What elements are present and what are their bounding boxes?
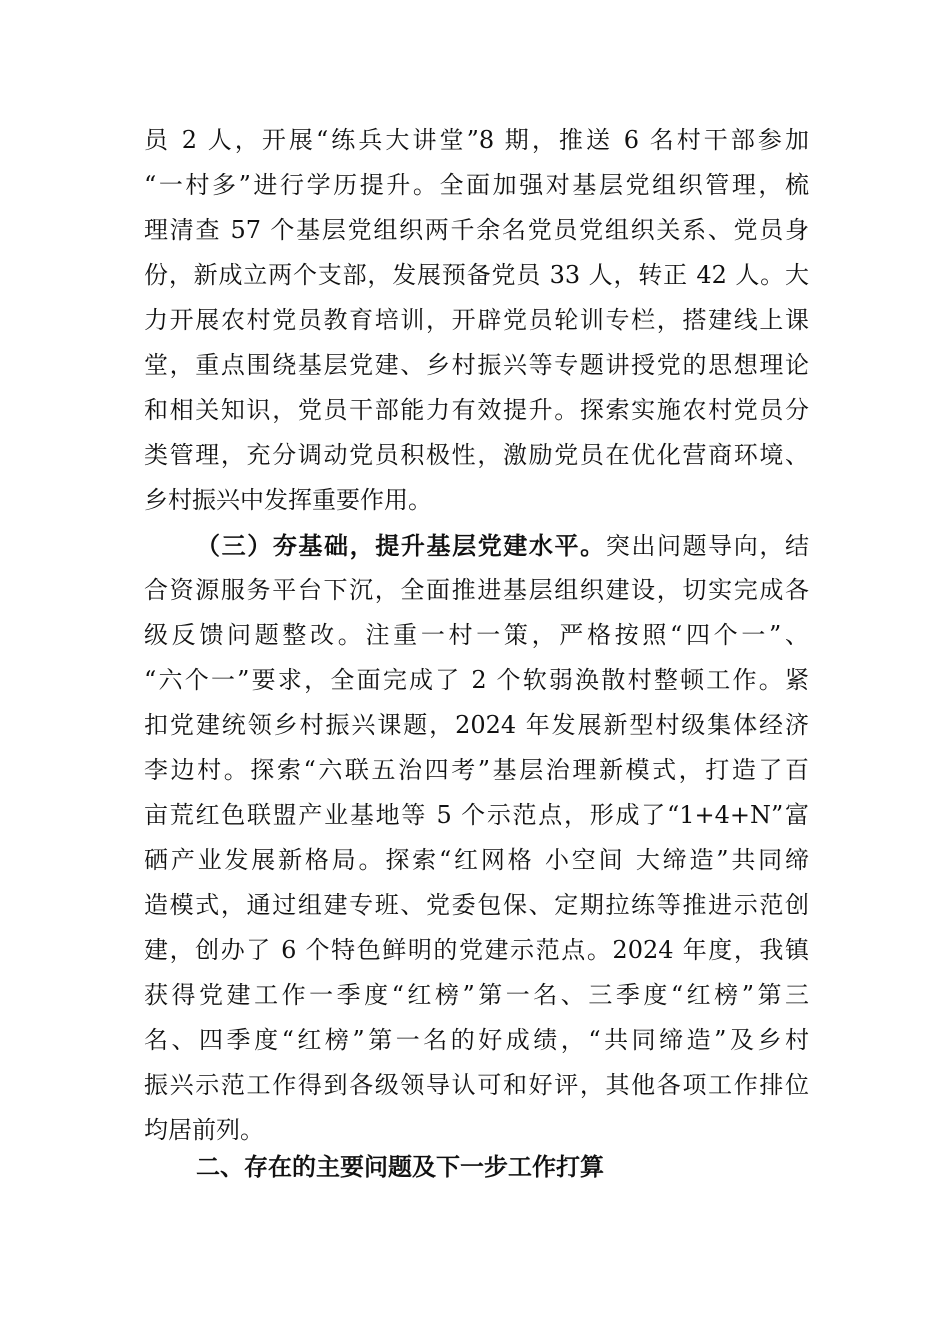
lead-text: 突出问题导向，结 — [605, 532, 810, 560]
subsection-title: （三）夯基础，提升基层党建水平。 — [196, 531, 606, 560]
text-line: 均居前列。 — [144, 1116, 264, 1144]
text-line: 振兴示范工作得到各级领导认可和好评，其他各项工作排位 — [144, 1071, 809, 1099]
text-line: 力开展农村党员教育培训，开辟党员轮训专栏，搭建线上课 — [144, 306, 809, 334]
section-heading: 二、存在的主要问题及下一步工作打算 — [196, 1153, 604, 1181]
text-line: 硒产业发展新格局。探索“红网格 小空间 大缔造”共同缔 — [144, 846, 809, 874]
text-line: 级反馈问题整改。注重一村一策，严格按照“四个一”、 — [144, 621, 809, 649]
text-line: 和相关知识，党员干部能力有效提升。探索实施农村党员分 — [144, 396, 809, 424]
text-line: 获得党建工作一季度“红榜”第一名、三季度“红榜”第三 — [144, 981, 809, 1009]
text-line: 乡村振兴中发挥重要作用。 — [144, 486, 432, 514]
text-line: 理清查 57 个基层党组织两千余名党员党组织关系、党员身 — [144, 216, 809, 244]
text-line: 李边村。探索“六联五治四考”基层治理新模式，打造了百 — [144, 756, 809, 784]
text-line: “一村多”进行学历提升。全面加强对基层党组织管理，梳 — [144, 171, 809, 199]
text-line: 类管理，充分调动党员积极性，激励党员在优化营商环境、 — [144, 441, 809, 469]
text-line: 亩荒红色联盟产业基地等 5 个示范点，形成了“1+4+N”富 — [144, 801, 809, 829]
text-line: 建，创办了 6 个特色鲜明的党建示范点。2024 年度，我镇 — [144, 936, 809, 964]
text-line: 堂，重点围绕基层党建、乡村振兴等专题讲授党的思想理论 — [144, 351, 809, 379]
text-line: 名、四季度“红榜”第一名的好成绩，“共同缔造”及乡村 — [144, 1026, 809, 1054]
paragraph-lead-line — [144, 523, 809, 568]
text-line: 员 2 人，开展“练兵大讲堂”8 期，推送 6 名村干部参加 — [144, 126, 809, 154]
text-line: 扣党建统领乡村振兴课题，2024 年发展新型村级集体经济 — [144, 711, 809, 739]
text-line: 造模式，通过组建专班、党委包保、定期拉练等推进示范创 — [144, 891, 809, 919]
text-line: 合资源服务平台下沉，全面推进基层组织建设，切实完成各 — [144, 576, 809, 604]
text-line: “六个一”要求，全面完成了 2 个软弱涣散村整顿工作。紧 — [144, 666, 809, 694]
body-text — [144, 118, 809, 1153]
text-line: 份，新成立两个支部，发展预备党员 33 人，转正 42 人。大 — [144, 261, 809, 289]
